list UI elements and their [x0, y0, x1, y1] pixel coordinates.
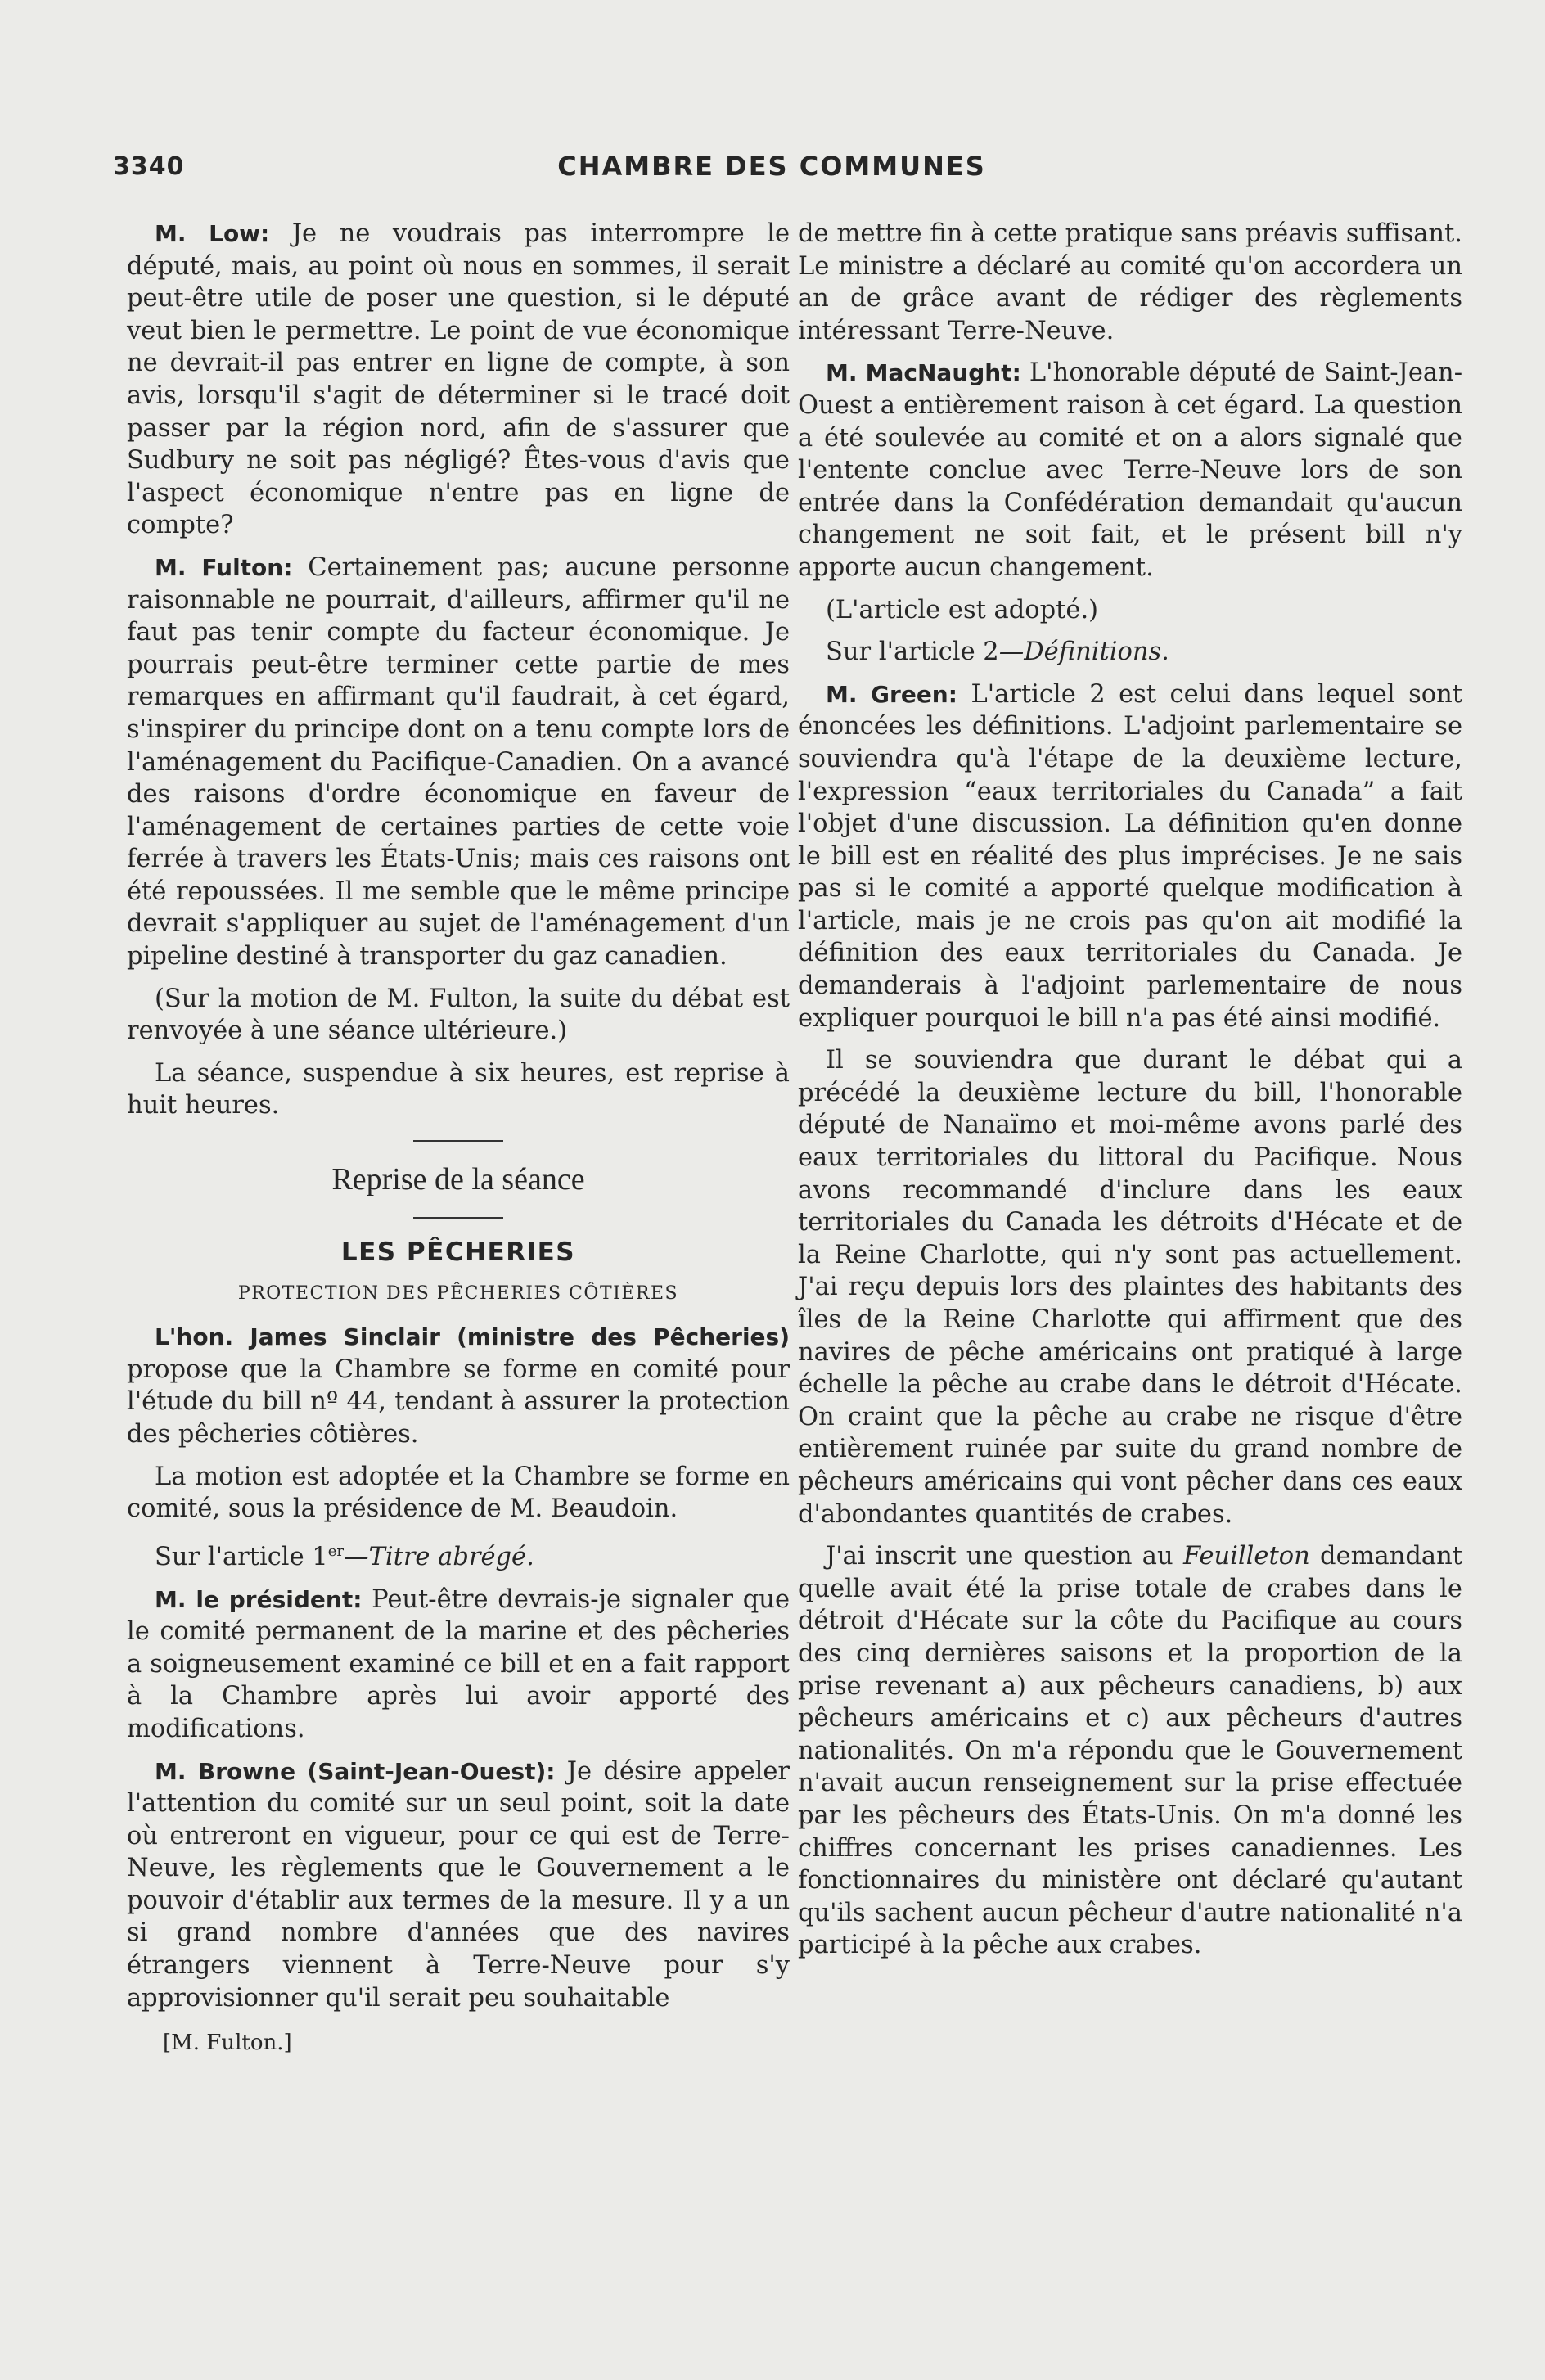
paragraph-article-2: [798, 636, 1462, 669]
article-title: —Titre abrégé.: [343, 1542, 534, 1571]
paragraph-motion: (Sur la motion de M. Fulton, la suite du débat est renvoyée à une séance ultérieure.): [127, 984, 790, 1046]
divider: [413, 1140, 503, 1142]
paragraph-green: [798, 678, 1462, 1035]
page-number: 3340: [113, 152, 185, 181]
speaker-name: M. le président:: [155, 1585, 363, 1613]
paragraph-text: Je ne voudrais pas interrompre le député, mais, au point où nous en sommes, il serait peut-être utile de poser une question, si le député veut bien le permettre. Le point de vue économique ne devrait-il pas entrer en ligne de compte, à son avis, lorsqu'il s'agit de déterminer si le tracé doit passer par la région nord, afin de s'assurer que Sudbury ne soit pas négligé? Êtes-vous d'avis que l'aspect économique n'entre pas en ligne de compte?: [127, 219, 790, 540]
paragraph-macnaught: [798, 357, 1462, 584]
paragraph-motion-adopted: La motion est adoptée et la Chambre se forme en comité, sous la présidence de M. Beaudoin.: [127, 1462, 790, 1524]
resume-title: Reprise de la séance: [331, 1162, 585, 1197]
paragraph-green-3: [798, 1540, 1462, 1962]
paragraph-text: Je désire appeler l'attention du comité sur un seul point, soit la date où entreront en vigueur, pour ce qui est de Terre-Neuve, les règlements que le Gouvernement a le pouvoir d'établir aux termes de la mesure. Il y a un si grand nombre d'années que des navires étrangers viennent à Terre-Neuve pour s'y approvisionner qu'il serait peu souhaitable: [127, 1756, 791, 2013]
speaker-name: M. Green:: [826, 680, 957, 708]
paragraph-article-1: [127, 1535, 790, 1574]
divider: [413, 1217, 503, 1219]
paragraph-president: [127, 1584, 790, 1746]
paragraph-green-2: Il se souviendra que durant le débat qui a précédé la deuxième lecture du bill, l'honorable député de Nanaïmo et moi-même avons parlé des eaux territoriales du littoral du Pacifique. Nous avons recommandé d'inclure dans les eaux territoriales du Canada les détroits d'Hécate et de la Reine Charlotte, qui n'y sont pas actuellement. J'ai reçu depuis lors des plaintes des habitants des îles de la Reine Charlotte qui affirment que des navires de pêche américains ont pratiqué à large échelle la pêche au crabe dans le détroit d'Hécate. On craint que la pêche au crabe ne risque d'être entièrement ruinée par suite du grand nombre de pêcheurs américains qui vont pêcher dans ces eaux d'abondantes quantités de crabes.: [798, 1046, 1462, 1529]
paragraph-suspension: La séance, suspendue à six heures, est reprise à huit heures.: [127, 1058, 790, 1120]
paragraph-article-adopted: (L'article est adopté.): [826, 595, 1099, 624]
paragraph-continuation: de mettre fin à cette pratique sans préavis suffisant. Le ministre a déclaré au comité qu'on accordera un an de grâce avant de rédiger des règlements intéressant Terre-Neuve.: [798, 219, 1462, 345]
footer-reference: [M. Fulton.]: [163, 2031, 292, 2056]
speaker-name: M. MacNaught:: [826, 359, 1021, 387]
paragraph-text: L'article 2 est celui dans lequel sont énoncées les définitions. L'adjoint parlementaire se souviendra qu'à l'étape de la deuxième lecture, l'expression “eaux territoriales du Canada” a fait l'objet d'une discussion. La définition qu'en donne le bill est en réalité des plus imprécises. Je ne sais pas si le comité a apporté quelque modification à l'article, mais je ne crois pas qu'on ait modifié la définition des eaux territoriales du Canada. Je demanderais à l'adjoint parlementaire de nous expliquer pourquoi le bill n'a pas été ainsi modifié.: [798, 679, 1462, 1033]
article-sup: er: [327, 1542, 344, 1560]
paragraph-text: Peut-être devrais-je signaler que le comité permanent de la marine et des pêcheries a soigneusement examiné ce bill et en a fait rapport à la Chambre après lui avoir apporté des modifications.: [127, 1584, 790, 1743]
paragraph-text: J'ai inscrit une question au: [826, 1542, 1183, 1571]
feuilleton-title: Feuilleton: [1182, 1542, 1310, 1571]
article-label: Sur l'article 1: [155, 1542, 328, 1571]
paragraph-low: [127, 218, 790, 542]
speaker-name: M. Low:: [155, 220, 270, 247]
subsection-title: PROTECTION DES PÊCHERIES CÔTIÈRES: [237, 1282, 679, 1304]
running-head: CHAMBRE DES COMMUNES: [557, 151, 986, 182]
paragraph-text: L'honorable député de Saint-Jean-Ouest a entièrement raison à cet égard. La question a été soulevée au comité et on a alors signalé que l'entente conclue avec Terre-Neuve lors de son entrée dans la Confédération demandait qu'aucun changement ne soit fait, et le présent bill n'y apporte aucun changement.: [798, 358, 1462, 582]
paragraph-fulton: [127, 552, 790, 973]
left-column: [127, 218, 790, 2060]
speaker-name: M. Browne (Saint-Jean-Ouest):: [155, 1757, 556, 1785]
paragraph-text: demandant quelle avait été la prise totale de crabes dans le détroit d'Hécate sur la côte du Pacifique au cours des cinq dernières saisons et la proportion de la prise revenant a) aux pêcheurs canadiens, b) aux pêcheurs américains et c) aux pêcheurs d'autres nationalités. On m'a répondu que le Gouvernement n'avait aucun renseignement sur la prise effectuée par les pêcheurs des États-Unis. On m'a donné les chiffres concernant les prises canadiennes. Les fonctionnaires du ministère ont déclaré qu'autant qu'ils sachent aucun pêcheur d'autre nationalité n'a participé à la pêche aux crabes.: [798, 1542, 1462, 1960]
paragraph-sinclair: [127, 1321, 790, 1450]
speaker-name: M. Fulton:: [155, 553, 293, 581]
paragraph-text: propose que la Chambre se forme en comité pour l'étude du bill nº 44, tendant à assurer la protection des pêcheries côtières.: [127, 1355, 790, 1449]
speaker-name: L'hon. James Sinclair (ministre des Pêcheries): [155, 1323, 790, 1351]
right-column: [798, 218, 1462, 1972]
section-title: LES PÊCHERIES: [340, 1237, 576, 1268]
paragraph-browne: [127, 1756, 790, 2015]
article-title: —Définitions.: [998, 638, 1169, 667]
page-header: [113, 152, 1430, 193]
paragraph-text: Certainement pas; aucune personne raisonnable ne pourrait, d'ailleurs, affirmer qu'il ne faut pas tenir compte du facteur économique. Je pourrais peut-être terminer cette partie de mes remarques en affirmant qu'il faudrait, à cet égard, s'inspirer du principe dont on a tenu compte lors de l'aménagement du Pacifique-Canadien. On a avancé des raisons d'ordre économique en faveur de l'aménagement de certaines parties de cette voie ferrée à travers les États-Unis; mais ces raisons ont été repoussées. Il me semble que le même principe devrait s'appliquer au sujet de l'aménagement d'un pipeline destiné à transporter du gaz canadien.: [127, 552, 790, 971]
article-label: Sur l'article 2: [826, 638, 999, 667]
